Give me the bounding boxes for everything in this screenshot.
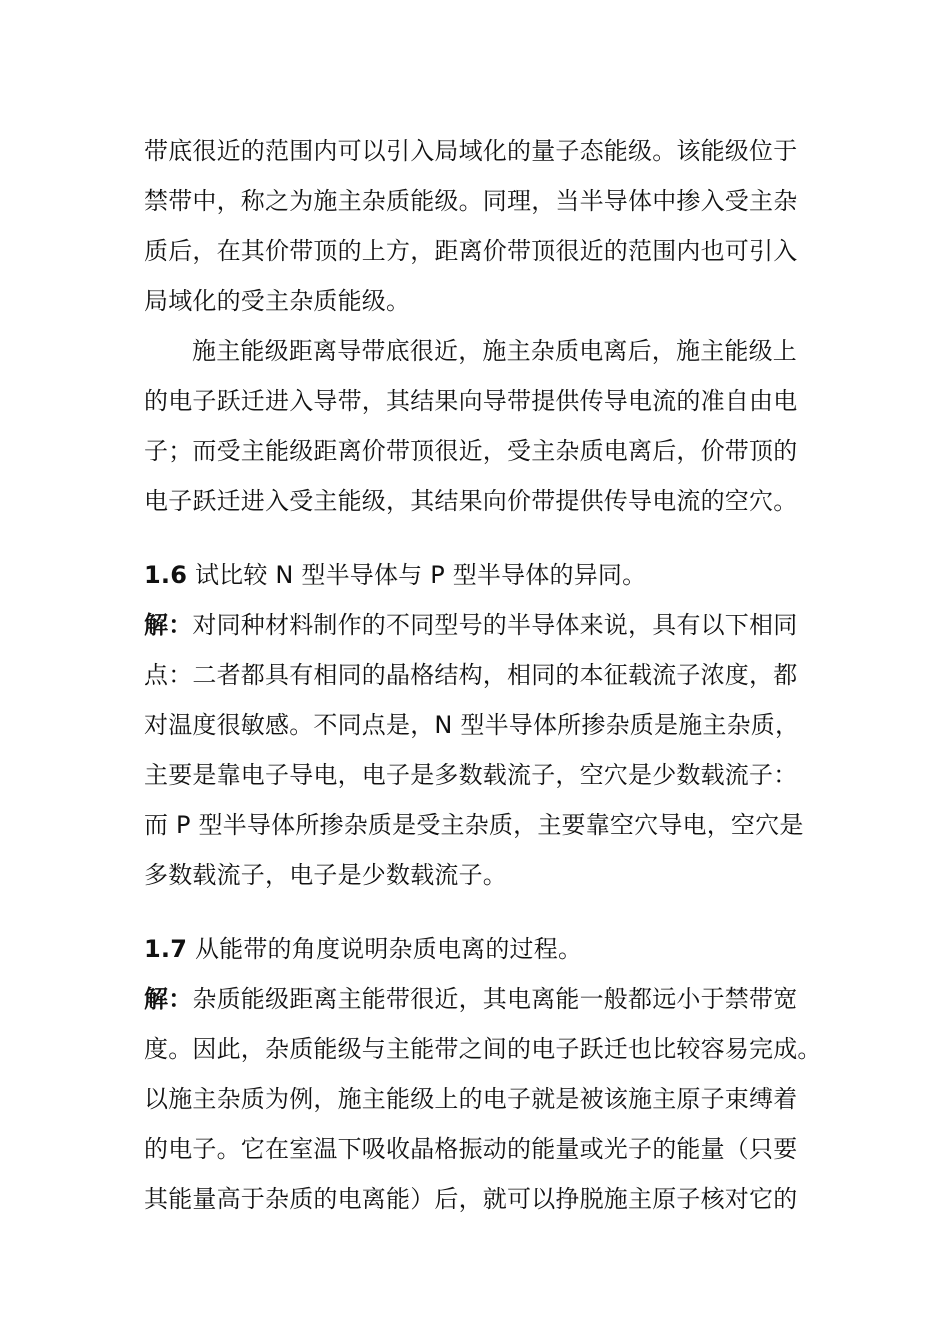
answer-line: 而 P 型半导体所掺杂质是受主杂质，主要靠空穴导电，空穴是	[144, 811, 804, 839]
answer-line: 主要是靠电子导电，电子是多数载流子，空穴是少数载流子：	[144, 761, 798, 789]
paragraph-line: 的电子跃迁进入导带，其结果向导带提供传导电流的准自由电	[144, 387, 798, 415]
answer-label: 解：	[144, 611, 193, 639]
answer-text: 对同种材料制作的不同型号的半导体来说，具有以下相同	[192, 611, 798, 639]
paragraph-line: 局域化的受主杂质能级。	[144, 287, 411, 315]
answer-line: 其能量高于杂质的电离能）后，就可以挣脱施主原子核对它的	[144, 1185, 798, 1213]
paragraph-line: 禁带中，称之为施主杂质能级。同理，当半导体中掺入受主杂	[144, 187, 798, 215]
question-number: 1.7	[144, 935, 188, 963]
answer-line: 点：二者都具有相同的晶格结构，相同的本征载流子浓度，都	[144, 661, 798, 689]
answer-line: 度。因此，杂质能级与主能带之间的电子跃迁也比较容易完成。	[144, 1035, 822, 1063]
paragraph-line: 施主能级距离导带底很近，施主杂质电离后，施主能级上	[192, 337, 797, 365]
answer-line: 对温度很敏感。不同点是，N 型半导体所掺杂质是施主杂质，	[144, 711, 800, 739]
answer-line: 以施主杂质为例，施主能级上的电子就是被该施主原子束缚着	[144, 1085, 798, 1113]
question-heading	[144, 934, 804, 964]
question-heading	[144, 560, 804, 590]
answer-label: 解：	[144, 985, 193, 1013]
answer-line	[144, 610, 804, 640]
paragraph-line: 质后，在其价带顶的上方，距离价带顶很近的范围内也可引入	[144, 237, 798, 265]
answer-line: 多数载流子，电子是少数载流子。	[144, 861, 507, 889]
answer-text: 杂质能级距离主能带很近，其电离能一般都远小于禁带宽	[192, 985, 798, 1013]
question-text: 从能带的角度说明杂质电离的过程。	[187, 935, 583, 963]
paragraph-line: 电子跃迁进入受主能级，其结果向价带提供传导电流的空穴。	[144, 487, 798, 515]
answer-line	[144, 984, 804, 1014]
answer-line: 的电子。它在室温下吸收晶格振动的能量或光子的能量（只要	[144, 1135, 798, 1163]
paragraph-line: 子；而受主能级距离价带顶很近，受主杂质电离后，价带顶的	[144, 437, 798, 465]
paragraph-line: 带底很近的范围内可以引入局域化的量子态能级。该能级位于	[144, 137, 798, 165]
question-number: 1.6	[144, 561, 188, 589]
question-text: 试比较 N 型半导体与 P 型半导体的异同。	[187, 561, 647, 589]
